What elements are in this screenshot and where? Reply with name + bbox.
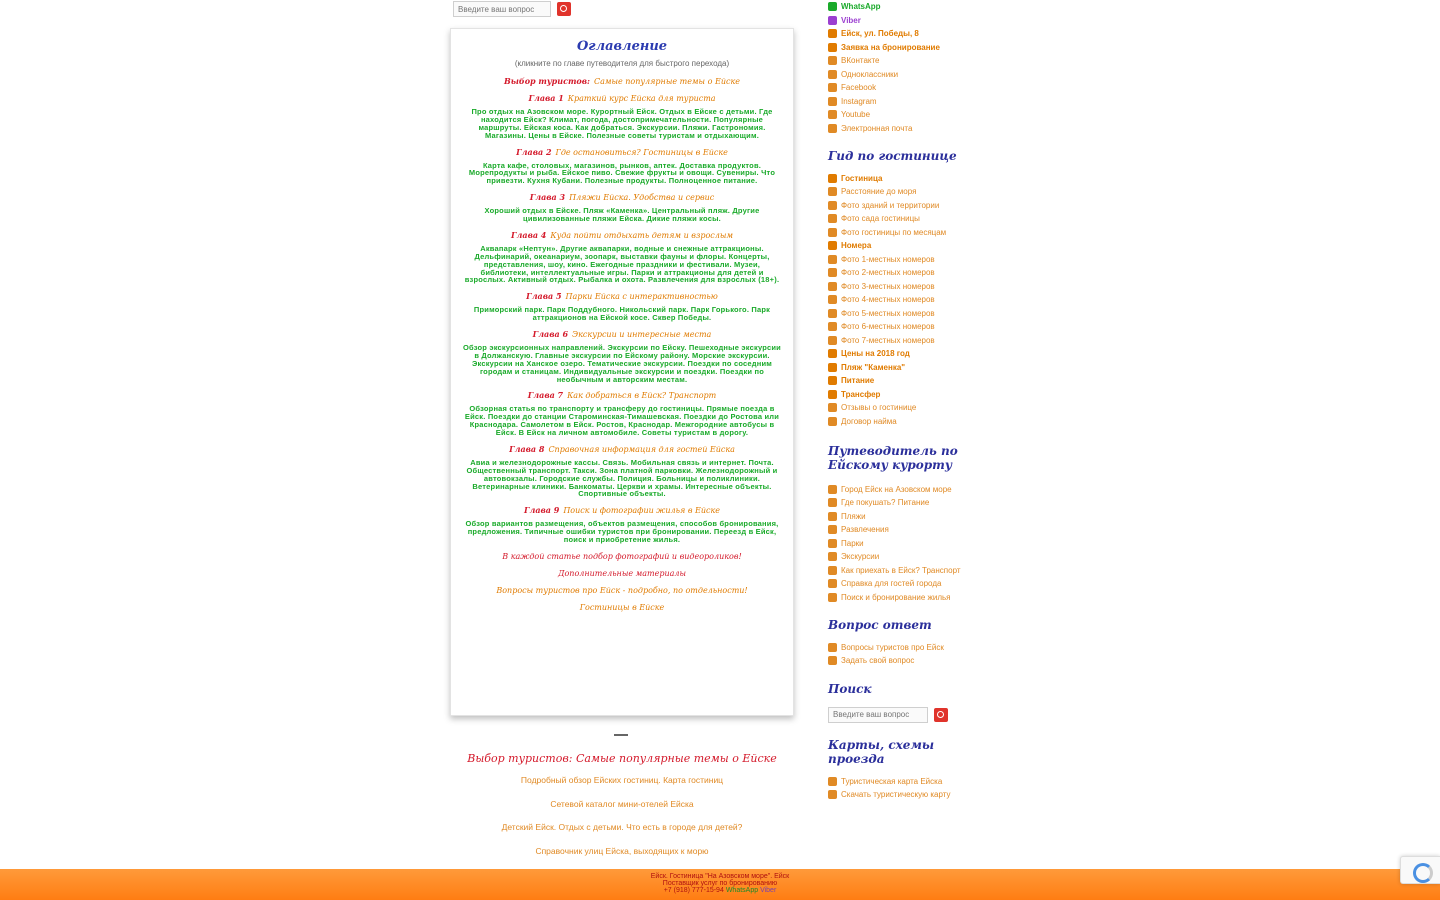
- whatsapp-icon: [828, 2, 837, 11]
- toc-section-summary: Авиа и железнодорожные кассы. Связь. Мобильная связь и интернет. Почта. Общественный транспорт. Такси. Зона платной парковки. Железнодорожный и автовокзалы. Городские службы. Полиция. Больницы и поликлиники. Ветеринарные клиники. Банкоматы. Церкви и храмы. Интересные объекты. Спортивные объекты.: [466, 457, 778, 499]
- sidebar-link[interactable]: [828, 293, 988, 307]
- sidebar-link-label: Туристическая карта Ейска: [841, 776, 943, 786]
- search-title: Поиск: [828, 681, 872, 696]
- question-icon: [828, 656, 837, 665]
- map-pin-icon: [828, 29, 837, 38]
- toc-section-title: Куда пойти отдыхать детям и взрослым: [550, 230, 733, 240]
- toc-title: Оглавление: [576, 39, 668, 54]
- sidebar-link-label: Viber: [841, 15, 861, 25]
- popular-topic-link[interactable]: Сетевой каталог мини-отелей Ейска: [550, 798, 694, 809]
- camera-icon: [828, 336, 837, 345]
- sidebar-link[interactable]: [828, 95, 988, 109]
- sidebar-link[interactable]: [828, 496, 988, 510]
- pencil-icon: [828, 43, 837, 52]
- sidebar-link-label: Задать свой вопрос: [841, 656, 915, 666]
- toc-section-title: Самые популярные темы о Ейске: [593, 77, 740, 86]
- toc-section-number: Глава 5: [526, 291, 562, 302]
- sidebar-link-label: Ейск, ул. Победы, 8: [841, 29, 919, 39]
- sidebar-link-label: Фото 3-местных номеров: [841, 281, 935, 291]
- bed-icon: [828, 593, 837, 602]
- sidebar-link-label: Одноклассники: [841, 69, 899, 79]
- toc-section-link[interactable]: [463, 230, 781, 240]
- city-icon: [828, 485, 837, 494]
- sidebar-link-label: Питание: [841, 376, 875, 386]
- resort-guide-title: Путеводитель по Ейскому курорту: [828, 443, 958, 473]
- sidebar-link-label: Гостиница: [841, 173, 883, 183]
- umbrella-icon: [828, 363, 837, 372]
- footer-viber-link[interactable]: Viber: [760, 887, 777, 894]
- sidebar-link[interactable]: [828, 537, 988, 551]
- sidebar-link[interactable]: [828, 41, 988, 55]
- info-icon: [828, 579, 837, 588]
- toc-section-title: Краткий курс Ейска для туриста: [567, 94, 716, 103]
- sidebar-link-label: Город Ейск на Азовском море: [841, 484, 952, 494]
- sidebar-link-label: Instagram: [841, 96, 877, 106]
- sidebar: [828, 0, 988, 802]
- sidebar-link-label: Фото сада гостиницы: [841, 214, 920, 224]
- sidebar-qa-list: [828, 641, 988, 668]
- sidebar-link-label: Договор найма: [841, 416, 897, 426]
- plane-icon: [828, 566, 837, 575]
- fork-icon: [828, 498, 837, 507]
- popular-topics-prefix: Выбор туристов:: [467, 752, 573, 765]
- toc-sections: [463, 76, 781, 544]
- popular-topics-list: [450, 775, 794, 869]
- toc-section-link[interactable]: [463, 390, 781, 400]
- sidebar-link[interactable]: [828, 81, 988, 95]
- camera-icon: [828, 282, 837, 291]
- sidebar-hotel-list: [828, 171, 988, 428]
- sidebar-link[interactable]: [828, 54, 988, 68]
- toc-section-summary: Про отдых на Азовском море. Курортный Ейск. Отдых в Ейске с детьми. Где находится Ейск? Климат, погода, достопримечательности. Популярные маршруты. Ейская коса. Как добраться. Экскурсии. Пляжи. Гастрономия. Магазины. Цены в Ейске. Полезные советы туристам и отдыхающим.: [471, 107, 773, 140]
- email-icon: [828, 124, 837, 133]
- toc-section-number: Глава 1: [528, 93, 564, 103]
- toc-section-link[interactable]: [463, 444, 781, 454]
- sidebar-link[interactable]: [828, 387, 988, 401]
- toc-section-title: Парки Ейска с интерактивностью: [565, 292, 718, 302]
- sidebar-maps-list: [828, 775, 988, 802]
- toc-extra-link[interactable]: Дополнительные материалы: [557, 568, 686, 578]
- sidebar-link-label: Фото 1-местных номеров: [841, 254, 935, 264]
- sidebar-link-label: Пляжи: [841, 511, 866, 521]
- sidebar-link-label: Фото 2-местных номеров: [841, 268, 935, 278]
- ok-icon: [828, 70, 837, 79]
- footer-line-2: Поставщик услуг по бронированию: [662, 880, 778, 887]
- sidebar-link[interactable]: [828, 483, 988, 497]
- sidebar-link[interactable]: [828, 775, 988, 789]
- sidebar-link[interactable]: [828, 591, 988, 605]
- camera-icon: [828, 295, 837, 304]
- popular-topics-label: Самые популярные темы о Ейске: [575, 752, 777, 765]
- toc-section-number: Глава 2: [516, 146, 552, 157]
- sidebar-link-label: Отзывы о гостинице: [841, 403, 917, 413]
- wave-icon: [828, 512, 837, 521]
- toc-section-summary: Обзор экскурсионных направлений. Экскурсии по Ейску. Пешеходные экскурсии в Должанскую. Главные экскурсии по Ейскому району. Морские экскурсии. Экскурсии на Ханское озеро. Тематические экскурсии. Поездки по соседним городам и станицам. Индивидуальные экскурсии и поездки. Поездки по необычным и авторским местам.: [463, 343, 781, 384]
- viber-icon: [828, 16, 837, 25]
- toc-section-number: Глава 8: [509, 443, 545, 454]
- sidebar-link[interactable]: [828, 306, 988, 320]
- toc-section-summary: Карта кафе, столовых, магазинов, рынков, аптек. Доставка продуктов. Морепродукты и рыба. Ейское пиво. Свежие фрукты и овощи. Сувениры. Что привезти. Кухня Кубани. Полезные продукты. Полноценное питание.: [468, 160, 776, 186]
- sidebar-link[interactable]: [828, 14, 988, 28]
- sidebar-link[interactable]: [828, 320, 988, 334]
- sidebar-link[interactable]: [828, 523, 988, 537]
- sidebar-contacts: [828, 0, 988, 135]
- sidebar-link[interactable]: [828, 414, 988, 428]
- sidebar-link-label: Номера: [841, 241, 872, 251]
- sidebar-link[interactable]: [828, 252, 988, 266]
- wave-icon: [828, 187, 837, 196]
- footer-line-3: [0, 887, 1440, 894]
- sidebar-link[interactable]: [828, 333, 988, 347]
- toc-section-title: Экскурсии и интересные места: [572, 330, 712, 339]
- footer: [0, 869, 1440, 900]
- toc-hotels-link[interactable]: Гостиницы в Ейске: [579, 602, 665, 612]
- sidebar-search: [828, 706, 988, 724]
- toc-section-number: Глава 6: [532, 329, 569, 339]
- toc-section-title: Справочная информация для гостей Ейска: [548, 444, 735, 454]
- sidebar-link-label: WhatsApp: [841, 2, 881, 12]
- search-icon[interactable]: [934, 708, 948, 722]
- sidebar-link-label: Youtube: [841, 110, 871, 120]
- sidebar-link[interactable]: [828, 510, 988, 524]
- search-icon[interactable]: [557, 2, 571, 16]
- sidebar-link[interactable]: [828, 360, 988, 374]
- bed-icon: [828, 241, 837, 250]
- youtube-icon: [828, 110, 837, 119]
- toc-section-number: Глава 3: [529, 192, 566, 203]
- sidebar-link-label: Facebook: [841, 83, 877, 93]
- sidebar-link-label: Поиск и бронирование жилья: [841, 592, 951, 602]
- sidebar-link[interactable]: [828, 0, 988, 14]
- footer-whatsapp-link[interactable]: WhatsApp: [725, 887, 759, 894]
- qa-title: Вопрос ответ: [828, 618, 932, 633]
- toc-section-link[interactable]: [463, 505, 781, 515]
- camera-icon: [828, 309, 837, 318]
- document-icon: [828, 417, 837, 426]
- sidebar-link-label: Где покушать? Питание: [841, 498, 930, 508]
- sidebar-link-label: Расстояние до моря: [841, 187, 917, 197]
- sidebar-link[interactable]: [828, 564, 988, 578]
- hotel-guide-title: Гид по гостинице: [828, 149, 957, 163]
- footer-line-1: Ейск. Гостиница "На Азовском море". Ейск: [650, 873, 790, 880]
- sidebar-link[interactable]: [828, 171, 988, 185]
- sidebar-guide-list: [828, 483, 988, 605]
- toc-section-title: Пляжи Ейска. Удобства и сервис: [569, 193, 715, 203]
- sidebar-link[interactable]: [828, 212, 988, 226]
- sidebar-link[interactable]: [828, 198, 988, 212]
- toc-section-number: Выбор туристов:: [504, 76, 590, 86]
- divider: [614, 734, 628, 736]
- toc-section-link[interactable]: [463, 147, 781, 157]
- sidebar-link-label: Фото гостиницы по месяцам: [841, 227, 947, 237]
- sidebar-link-label: Скачать туристическую карту: [841, 790, 951, 800]
- sidebar-link-label: Фото 5-местных номеров: [841, 308, 935, 318]
- sidebar-link-label: Развлечения: [841, 525, 889, 535]
- tree-icon: [828, 539, 837, 548]
- sidebar-link-label: Парки: [841, 538, 864, 548]
- map-icon: [828, 777, 837, 786]
- toc-section-title: Поиск и фотографии жилья в Ейске: [563, 506, 721, 516]
- sidebar-link-label: Фото 6-местных номеров: [841, 322, 935, 332]
- toc-section-link[interactable]: [463, 329, 781, 339]
- top-search: [453, 0, 571, 18]
- sidebar-link[interactable]: [828, 279, 988, 293]
- toc-questions-link[interactable]: Вопросы туристов про Ейск - подробно, по отдельности!: [496, 585, 748, 595]
- camera-icon: [828, 322, 837, 331]
- toc-section-title: Где остановиться? Гостиницы в Ейске: [555, 147, 728, 157]
- popular-topics-title: [450, 752, 794, 765]
- sidebar-link[interactable]: [828, 401, 988, 415]
- camera-icon: [828, 214, 837, 223]
- popular-topic-link[interactable]: Справочник улиц Ейска, выходящих к морю: [535, 845, 709, 856]
- toc-section-summary: Обзорная статья по транспорту и трансферу до гостиницы. Прямые поезда в Ейск. Поездки до станции Староминская-Тимашевская. Поездки до Ростова или Краснодара. Самолетом в Ейск. Ростов, Краснодар. Межгородние автобусы в Ейск. В Ейск на личном автомобиле. Советы туристам в дорогу.: [464, 404, 780, 437]
- camera-icon: [828, 268, 837, 277]
- instagram-icon: [828, 97, 837, 106]
- question-icon: [828, 643, 837, 652]
- toc-section-link[interactable]: [463, 76, 781, 86]
- sidebar-link-label: Электронная почта: [841, 123, 913, 133]
- sidebar-link-label: Справка для гостей города: [841, 579, 942, 589]
- toc-section-number: Глава 4: [511, 229, 547, 240]
- sidebar-link[interactable]: [828, 266, 988, 280]
- toc-section-link[interactable]: [463, 93, 781, 103]
- camera-icon: [828, 201, 837, 210]
- download-icon: [828, 790, 837, 799]
- sidebar-link-label: Фото 4-местных номеров: [841, 295, 935, 305]
- footer-phone[interactable]: +7 (918) 777-15-94: [663, 887, 724, 894]
- toc-section-link[interactable]: [463, 291, 781, 301]
- sidebar-link[interactable]: [828, 68, 988, 82]
- sidebar-link-label: Фото зданий и территории: [841, 200, 940, 210]
- sidebar-link-label: Цены на 2018 год: [841, 349, 910, 359]
- sidebar-search-input[interactable]: [828, 707, 928, 723]
- sidebar-link[interactable]: [828, 654, 988, 668]
- sidebar-link[interactable]: [828, 577, 988, 591]
- sidebar-link[interactable]: [828, 27, 988, 41]
- toc-subtitle: (кликните по главе путеводителя для быстрого перехода): [514, 59, 730, 68]
- vk-icon: [828, 56, 837, 65]
- sidebar-link[interactable]: [828, 239, 988, 253]
- hotel-icon: [828, 174, 837, 183]
- ticket-icon: [828, 525, 837, 534]
- table-of-contents: [450, 28, 794, 716]
- maps-title: Карты, схемы проезда: [828, 737, 935, 767]
- camera-icon: [828, 255, 837, 264]
- sidebar-link[interactable]: [828, 641, 988, 655]
- sidebar-link-label: Вопросы туристов про Ейск: [841, 642, 944, 652]
- toc-section-summary: Аквапарк «Нептун». Другие аквапарки, водные и снежные аттракционы. Дельфинарий, океанариум, зоопарк, выставки фауны и флоры. Концерты, представления, шоу, кино. Ежегодные праздники и фестивали. Музеи, библиотеки, интеллектуальные игры. Парки и аттракционы для детей и взрослых. Активный отдых. Рыбалка и охота. Развлечения для взрослых (18+).: [464, 243, 780, 285]
- toc-section-number: Глава 7: [527, 390, 564, 401]
- sidebar-link-label: Заявка на бронирование: [841, 42, 940, 52]
- sidebar-link-label: ВКонтакте: [841, 56, 880, 66]
- sidebar-link[interactable]: [828, 108, 988, 122]
- popular-topic-link[interactable]: Детский Ейск. Отдых с детьми. Что есть в городе для детей?: [501, 822, 743, 832]
- sidebar-link[interactable]: [828, 122, 988, 136]
- toc-section-summary: Обзор вариантов размещения, объектов размещения, способов бронирования, предложения. Типичные ошибки туристов при бронировании. Переезд в Ейск, поиск и приобретение жилья.: [465, 519, 779, 544]
- comment-icon: [828, 403, 837, 412]
- car-icon: [828, 390, 837, 399]
- toc-section-summary: Хороший отдых в Ейске. Пляж «Каменка». Центральный пляж. Другие цивилизованные пляжи Ейска. Дикие пляжи косы.: [484, 206, 760, 223]
- popular-topic-link[interactable]: Подробный обзор Ейских гостиниц. Карта гостиниц: [520, 775, 724, 785]
- sidebar-link[interactable]: [828, 347, 988, 361]
- price-icon: [828, 349, 837, 358]
- toc-section-number: Глава 9: [523, 505, 560, 516]
- toc-photo-note[interactable]: В каждой статье подбор фотографий и видеороликов!: [502, 551, 742, 561]
- sidebar-link-label: Как приехать в Ейск? Транспорт: [841, 565, 961, 575]
- camera-icon: [828, 228, 837, 237]
- sidebar-link[interactable]: [828, 788, 988, 802]
- sidebar-link-label: Фото 7-местных номеров: [841, 335, 935, 345]
- toc-section-link[interactable]: [463, 192, 781, 202]
- top-search-input[interactable]: [453, 1, 551, 17]
- fork-icon: [828, 376, 837, 385]
- sidebar-link-label: Экскурсии: [841, 552, 880, 562]
- sidebar-link[interactable]: [828, 550, 988, 564]
- bus-icon: [828, 552, 837, 561]
- toc-section-title: Как добраться в Ейск? Транспорт: [567, 391, 717, 401]
- recaptcha-badge[interactable]: [1400, 856, 1440, 884]
- sidebar-link[interactable]: [828, 225, 988, 239]
- toc-section-summary: Приморский парк. Парк Поддубного. Никольский парк. Парк Горького. Парк аттракционов на Ейской косе. Сквер Победы.: [473, 305, 771, 323]
- sidebar-link-label: Трансфер: [841, 389, 881, 399]
- facebook-icon: [828, 83, 837, 92]
- sidebar-link-label: Пляж "Каменка": [841, 362, 906, 372]
- sidebar-link[interactable]: [828, 374, 988, 388]
- sidebar-link[interactable]: [828, 185, 988, 199]
